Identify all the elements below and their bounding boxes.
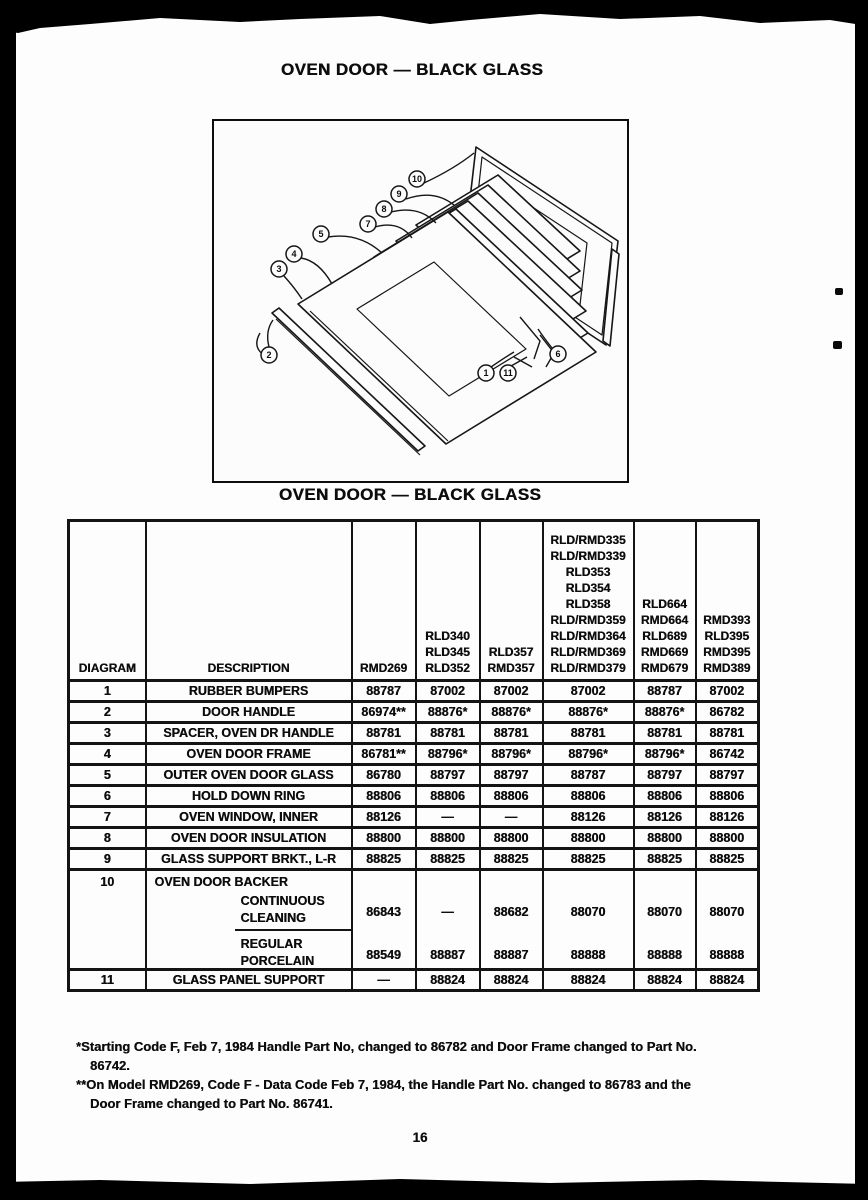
cell-part: 87002 xyxy=(480,681,543,702)
cell-part: 88824 xyxy=(480,970,543,991)
cell-part: — xyxy=(480,807,543,828)
cell-part: 88797 xyxy=(696,765,759,786)
cell-part: 88126 xyxy=(696,807,759,828)
callout-9 xyxy=(391,186,407,202)
cell-part: 88070 88888 xyxy=(696,870,759,970)
cell-part: 88787 xyxy=(352,681,416,702)
cell-part: 88800 xyxy=(352,828,416,849)
cell-description: DOOR HANDLE xyxy=(146,702,352,723)
cell-description: OVEN DOOR FRAME xyxy=(146,744,352,765)
cell-part: 87002 xyxy=(543,681,634,702)
table-row xyxy=(69,786,759,807)
cell-part: 86780 xyxy=(352,765,416,786)
callout-11 xyxy=(500,365,516,381)
cell-part: 88806 xyxy=(696,786,759,807)
cell-part: 88781 xyxy=(416,723,480,744)
cell-description: GLASS PANEL SUPPORT xyxy=(146,970,352,991)
cell-part: 88825 xyxy=(480,849,543,870)
page-number: 16 xyxy=(412,1130,428,1145)
cell-part: 88781 xyxy=(480,723,543,744)
callout-1 xyxy=(478,365,494,381)
parts-table xyxy=(67,519,760,992)
cell-part: 88824 xyxy=(634,970,696,991)
cell-part: 88825 xyxy=(634,849,696,870)
cell-part: 88806 xyxy=(416,786,480,807)
svg-text:4: 4 xyxy=(291,249,297,259)
cell-diagram-num: 5 xyxy=(69,765,146,786)
cell-part: 88070 88888 xyxy=(634,870,696,970)
cell-description: RUBBER BUMPERS xyxy=(146,681,352,702)
cell-part: 88781 xyxy=(543,723,634,744)
col-header-rld664-group: RLD664 RMD664 RLD689 RMD669 RMD679 xyxy=(634,521,696,681)
page-title: OVEN DOOR — BLACK GLASS xyxy=(280,60,544,79)
cell-part: 86781** xyxy=(352,744,416,765)
cell-part: 88800 xyxy=(634,828,696,849)
cell-part: 88796* xyxy=(480,744,543,765)
col-header-rld357: RLD357 RMD357 xyxy=(480,521,543,681)
cell-diagram-num: 2 xyxy=(69,702,146,723)
cell-part: 88796* xyxy=(634,744,696,765)
callout-3 xyxy=(271,261,287,277)
cell-part: 88825 xyxy=(352,849,416,870)
svg-text:3: 3 xyxy=(276,264,282,274)
table-row xyxy=(69,744,759,765)
cell-part: 88876* xyxy=(416,702,480,723)
cell-description: SPACER, OVEN DR HANDLE xyxy=(146,723,352,744)
callout-7 xyxy=(360,216,376,232)
table-row xyxy=(69,723,759,744)
cell-diagram-num: 4 xyxy=(69,744,146,765)
cell-part: 88800 xyxy=(480,828,543,849)
parts-table-wrap xyxy=(67,519,757,992)
cell-part: 88781 xyxy=(696,723,759,744)
cell-part: 86782 xyxy=(696,702,759,723)
cell-part: 88797 xyxy=(416,765,480,786)
header-row xyxy=(69,521,759,681)
svg-text:6: 6 xyxy=(555,349,561,359)
cell-diagram-num: 7 xyxy=(69,807,146,828)
callout-8 xyxy=(376,201,392,217)
cell-diagram-num: 9 xyxy=(69,849,146,870)
cell-part: 86742 xyxy=(696,744,759,765)
footnote-2-line-1: **On Model RMD269, Code F - Data Code Feb 7, 1984, the Handle Part No. changed to 86783 and the xyxy=(76,1077,691,1092)
footnote-1-line-1: *Starting Code F, Feb 7, 1984 Handle Part No, changed to 86782 and Door Frame changed to Part No. xyxy=(76,1039,697,1054)
table-row xyxy=(69,828,759,849)
oven-door-exploded-diagram xyxy=(214,121,627,481)
cell-part: 86843 88549 xyxy=(352,870,416,970)
cell-diagram-num: 8 xyxy=(69,828,146,849)
table-row xyxy=(69,807,759,828)
cell-description: HOLD DOWN RING xyxy=(146,786,352,807)
col-header-rld340: RLD340 RLD345 RLD352 xyxy=(416,521,480,681)
diagram-panels xyxy=(257,147,619,455)
svg-text:5: 5 xyxy=(318,229,324,239)
footnote-2-line-2: Door Frame changed to Part No. 86741. xyxy=(90,1096,333,1111)
table-row xyxy=(69,849,759,870)
row10-separator xyxy=(235,929,351,931)
cell-part: 88806 xyxy=(480,786,543,807)
cell-part: 88796* xyxy=(543,744,634,765)
cell-part: — 88887 xyxy=(416,870,480,970)
cell-part: 88800 xyxy=(416,828,480,849)
cell-part: 87002 xyxy=(696,681,759,702)
cell-diagram-num: 1 xyxy=(69,681,146,702)
col-header-rmd269: RMD269 xyxy=(352,521,416,681)
col-header-diagram: DIAGRAM xyxy=(69,521,146,681)
cell-part: 88825 xyxy=(543,849,634,870)
cell-description-backer: OVEN DOOR BACKER CONTINUOUS CLEANING REGULAR PORCELAIN xyxy=(146,870,352,970)
cell-description: GLASS SUPPORT BRKT., L-R xyxy=(146,849,352,870)
cell-part: — xyxy=(416,807,480,828)
svg-text:7: 7 xyxy=(365,219,371,229)
scan-artifact-left xyxy=(0,0,16,1200)
cell-part: 88825 xyxy=(416,849,480,870)
cell-part: 88824 xyxy=(543,970,634,991)
cell-part: 88797 xyxy=(480,765,543,786)
cell-description: OVEN DOOR INSULATION xyxy=(146,828,352,849)
cell-part: 88806 xyxy=(543,786,634,807)
cell-part: 88787 xyxy=(634,681,696,702)
svg-text:10: 10 xyxy=(411,174,423,184)
callout-5 xyxy=(313,226,329,242)
cell-part: 88876* xyxy=(543,702,634,723)
cell-diagram-num: 6 xyxy=(69,786,146,807)
cell-description: OVEN WINDOW, INNER xyxy=(146,807,352,828)
col-header-description: DESCRIPTION xyxy=(146,521,352,681)
footnotes xyxy=(76,1037,792,1113)
cell-part: 88781 xyxy=(634,723,696,744)
cell-part: 88126 xyxy=(634,807,696,828)
cell-part: 88806 xyxy=(352,786,416,807)
cell-part: 88800 xyxy=(696,828,759,849)
cell-part: 88126 xyxy=(543,807,634,828)
cell-part: — xyxy=(352,970,416,991)
svg-text:9: 9 xyxy=(396,189,402,199)
scan-artifact-top xyxy=(0,0,868,36)
cell-part: 88876* xyxy=(634,702,696,723)
cell-part: 88800 xyxy=(543,828,634,849)
cell-part: 88126 xyxy=(352,807,416,828)
cell-part: 88781 xyxy=(352,723,416,744)
svg-text:2: 2 xyxy=(266,350,272,360)
cell-part: 86974** xyxy=(352,702,416,723)
scan-artifact-bottom xyxy=(0,1176,868,1200)
cell-diagram-num: 10 xyxy=(69,870,146,970)
diagram-caption: OVEN DOOR — BLACK GLASS xyxy=(278,485,542,504)
cell-description: OUTER OVEN DOOR GLASS xyxy=(146,765,352,786)
scan-speck xyxy=(833,341,842,349)
exploded-diagram-box xyxy=(212,119,629,483)
cell-part: 88787 xyxy=(543,765,634,786)
callout-10 xyxy=(409,171,425,187)
cell-part: 88796* xyxy=(416,744,480,765)
col-header-rld335-group: RLD/RMD335 RLD/RMD339 RLD353 RLD354 RLD358 RLD/RMD359 RLD/RMD364 RLD/RMD369 RLD/RMD379 xyxy=(543,521,634,681)
scan-speck xyxy=(835,288,843,295)
svg-text:8: 8 xyxy=(381,204,387,214)
cell-diagram-num: 3 xyxy=(69,723,146,744)
table-row-10 xyxy=(69,870,759,970)
svg-text:1: 1 xyxy=(483,368,489,378)
cell-part: 88824 xyxy=(416,970,480,991)
callout-4 xyxy=(286,246,302,262)
col-header-rmd393-group: RMD393 RLD395 RMD395 RMD389 xyxy=(696,521,759,681)
cell-part: 88825 xyxy=(696,849,759,870)
cell-part: 88682 88887 xyxy=(480,870,543,970)
cell-part: 88070 88888 xyxy=(543,870,634,970)
cell-part: 87002 xyxy=(416,681,480,702)
footnote-1-line-2: 86742. xyxy=(90,1058,130,1073)
cell-part: 88797 xyxy=(634,765,696,786)
scan-artifact-right xyxy=(855,0,868,1200)
cell-part: 88824 xyxy=(696,970,759,991)
table-row xyxy=(69,702,759,723)
cell-part: 88806 xyxy=(634,786,696,807)
table-row xyxy=(69,681,759,702)
table-row-11 xyxy=(69,970,759,991)
callout-2 xyxy=(261,347,277,363)
callout-6 xyxy=(550,346,566,362)
svg-text:11: 11 xyxy=(503,368,513,378)
cell-diagram-num: 11 xyxy=(69,970,146,991)
table-row xyxy=(69,765,759,786)
cell-part: 88876* xyxy=(480,702,543,723)
